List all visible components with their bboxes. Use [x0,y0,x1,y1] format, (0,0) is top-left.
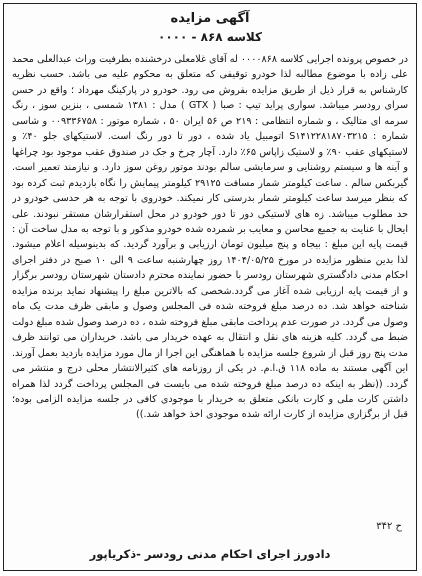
signature: دادورز اجرای احکام مدنی رودسر -ذکریاپور [89,547,331,561]
notice-title: آگهی مزایده [170,11,250,26]
notice-body: در خصوص پرونده اجرایی کلاسه ۰۰۰۰۸۶۸ له آقای غلامعلی درخشنده بطرفیت وراث عبدالعلی محمد علی زاده با موضوع مطالبه لذا خودرو توقیفی که متعلق به محکوم علیه می باشد. حسب نظریه کارشناس به قرار ذیل از طریق مزایده بفروش می رود. خودرو در پارکینگ مهرداد ؛ واقع در حسن سرای رودسر میباشد. سواری پراید تیپ : صبا ( GTX ) مدل : ۱۳۸۱ شمسی ، بنزین سوز ، رنگ سرمه ای متالیک ، و شماره انتظامی : ۲۱۹ ص ۵۶ ایران ۵۰ ، شماره موتور : ۰۰۹۳۳۶۷۵۸ و شاسی شماره : S۱۴۱۲۲۸۱۸۷۰۳۲۱۵ اتومبیل یاد شده ، دور تا دور رنگ است. لاستیکهای جلو ۴۰٪ و لاستیکهای عقب ۹۰٪ و لاستیک زاپاس ۶۵٪ دارد. آچار چرخ و جک در صندوق عقب موجود بود چراغها و آینه ها و سیستم روشنایی و سرمایشی سالم بودند موتور روغن سوز دارد. و نیازمند تعمیر است. گیربکس سالم . ساعت کیلومتر شمار مسافت ۲۹۱۲۵ کیلومتر پیمایش را نگاه بازدیدم ثبت کرده بود که بنظر میرسد ساعت کیلومتر شمار بدرستی کار نمیکند. خودروی با توجه به هر حدسی خودرو در حد مطلوب میباشد. زه های لاستیکی دور تا دور خودرو در محل استقرارشان مستقر نبودند. علی ایحال با عنایت به جمیع محاسن و معایب بر شمرده شده خودرو مذکور و با توجه به مدل ساخت آن : قیمت پایه این مبلغ : بیجاه و پنج میلیون تومان ارزیابی و برآورد گردید. که بدینوسیله اعلام میشود. لذا بدین منظور مزایده در مورخ ۱۴۰۴/۰۵/۲۵ روز چهارشنبه ساعت ۹ الی ۱۰ صبح در دفتر اجرای احکام مدنی دادگستری شهرستان رودسر با حضور نماینده محترم دادستان شهرستان رودسر برگزار و از قیمت پایه ارزیابی شده آغاز می گردد.شخصی که بالاترین مبلغ را پیشنهاد نماید برنده مزایده شناخته خواهد شد. ده درصد مبلغ فروخته شده فی المجلس وصول و مابقی ظرف مدت یک ماه وصول می گردد. در صورت عدم پرداخت مابقی مبلغ فروخته شده ، ده درصد وصول شده مبلغ دولت ضبط می گردد. کلیه هزینه های نقل و انتقال به عهده خریدار می باشد. خریداران می توانند ظرف مدت پنج روز قبل از شروع جلسه مزایده با هماهنگی این اجرا از مال مورد مزایده بازدید بعمل آورند. این آگهی مستند به ماده ۱۱۸ ق.ا.م. در یکی از روزنامه های کثیرالانتشار محلی درج و منتشر می گردد. ((نظر به اینکه ده درصد مبلغ فروخته شده می بایست فی المجلس پرداخت گردد لذا همراه داشتن کارت ملی و کارت بانکی متعلق به خریدار با موجودی کافی در جلسه مزایده الزامی بوده؛ قبل از برگزاری مزایده از کارت ارائه شده موجودی اخذ خواهد شد.)) [12,54,408,421]
file-number: کلاسه ۸۶۸ - ۰۰۰۰ [158,30,262,44]
reference-code: ح ۳۴۲ [376,521,402,532]
auction-notice [3,3,417,571]
